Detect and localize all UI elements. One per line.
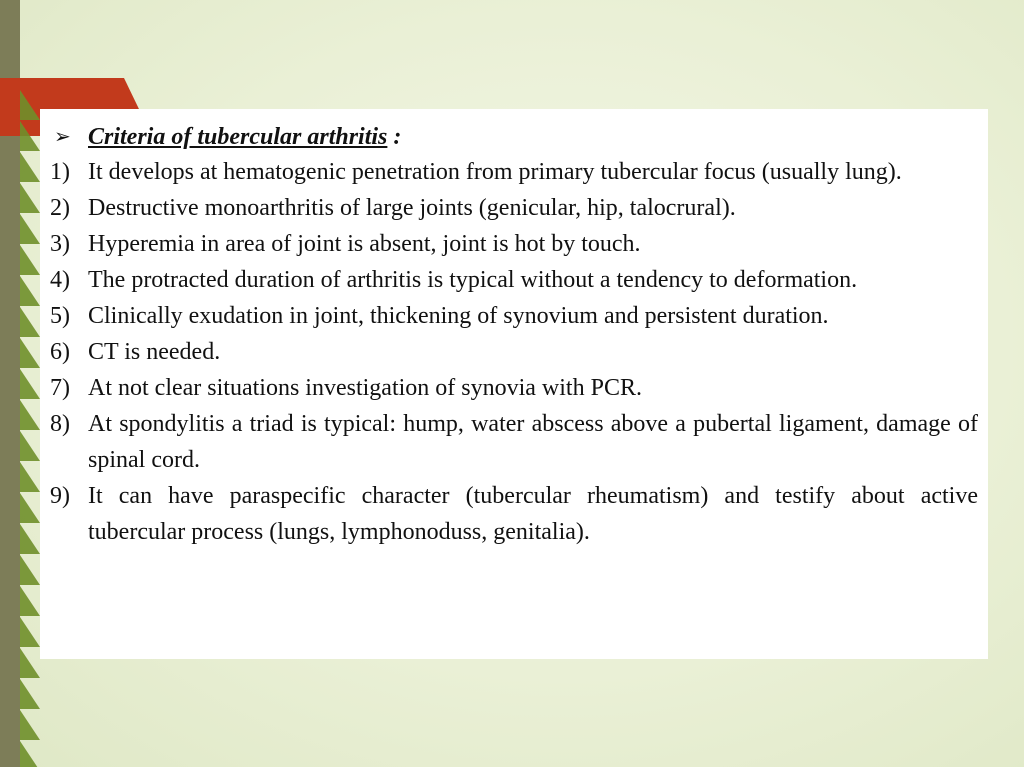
item-text: At spondylitis a triad is typical: hump, water abscess above a pubertal ligament, damage of spinal cord. — [88, 411, 978, 473]
arrow-chevron-icon — [20, 152, 40, 182]
heading-title: Criteria of tubercular arthritis — [88, 124, 388, 150]
item-number: 3) — [50, 231, 70, 257]
arrow-chevron-icon — [20, 400, 40, 430]
item-text: Destructive monoarthritis of large joints (genicular, hip, talocrural). — [88, 195, 736, 221]
arrow-chevron-icon — [20, 524, 40, 554]
arrow-chevron-icon — [20, 307, 40, 337]
arrow-chevron-icon — [20, 121, 40, 151]
item-number: 7) — [50, 375, 70, 401]
arrow-chevron-icon — [20, 493, 40, 523]
arrow-chevron-icon — [20, 741, 40, 767]
arrow-decoration — [20, 90, 42, 767]
arrow-chevron-icon — [20, 710, 40, 740]
list-item — [50, 334, 978, 370]
arrow-chevron-icon — [20, 369, 40, 399]
item-number: 8) — [50, 411, 70, 437]
list-item — [50, 298, 978, 334]
list-item — [50, 154, 978, 190]
arrow-chevron-icon — [20, 276, 40, 306]
item-number: 1) — [50, 159, 70, 185]
item-text: It develops at hematogenic penetration from primary tubercular focus (usually lung). — [88, 159, 902, 185]
content-box — [40, 109, 988, 659]
arrow-chevron-icon — [20, 679, 40, 709]
arrow-chevron-icon — [20, 617, 40, 647]
criteria-list — [50, 154, 978, 550]
arrow-chevron-icon — [20, 338, 40, 368]
arrow-chevron-icon — [20, 648, 40, 678]
item-text: Clinically exudation in joint, thickening of synovium and persistent duration. — [88, 303, 829, 329]
arrow-chevron-icon — [20, 586, 40, 616]
arrow-chevron-icon — [20, 214, 40, 244]
item-text: At not clear situations investigation of synovia with PCR. — [88, 375, 642, 401]
item-text: CT is needed. — [88, 339, 221, 365]
arrow-chevron-icon — [20, 431, 40, 461]
list-item — [50, 226, 978, 262]
arrow-chevron-icon — [20, 90, 40, 120]
heading-colon: : — [393, 124, 402, 150]
arrow-chevron-icon — [20, 183, 40, 213]
arrow-chevron-icon — [20, 555, 40, 585]
arrow-bullet-icon: ➢ — [54, 126, 71, 148]
item-text: It can have paraspecific character (tubercular rheumatism) and testify about active tubercular process (lungs, lymphonoduss, genitalia). — [88, 483, 978, 545]
item-number: 2) — [50, 195, 70, 221]
item-number: 6) — [50, 339, 70, 365]
list-item — [50, 370, 978, 406]
item-number: 9) — [50, 483, 70, 509]
list-item — [50, 478, 978, 550]
arrow-chevron-icon — [20, 245, 40, 275]
item-text: The protracted duration of arthritis is typical without a tendency to deformation. — [88, 267, 858, 293]
arrow-chevron-icon — [20, 462, 40, 492]
criteria-heading — [50, 121, 978, 154]
list-item — [50, 262, 978, 298]
item-text: Hyperemia in area of joint is absent, joint is hot by touch. — [88, 231, 641, 257]
list-item — [50, 190, 978, 226]
item-number: 4) — [50, 267, 70, 293]
item-number: 5) — [50, 303, 70, 329]
list-item — [50, 406, 978, 478]
